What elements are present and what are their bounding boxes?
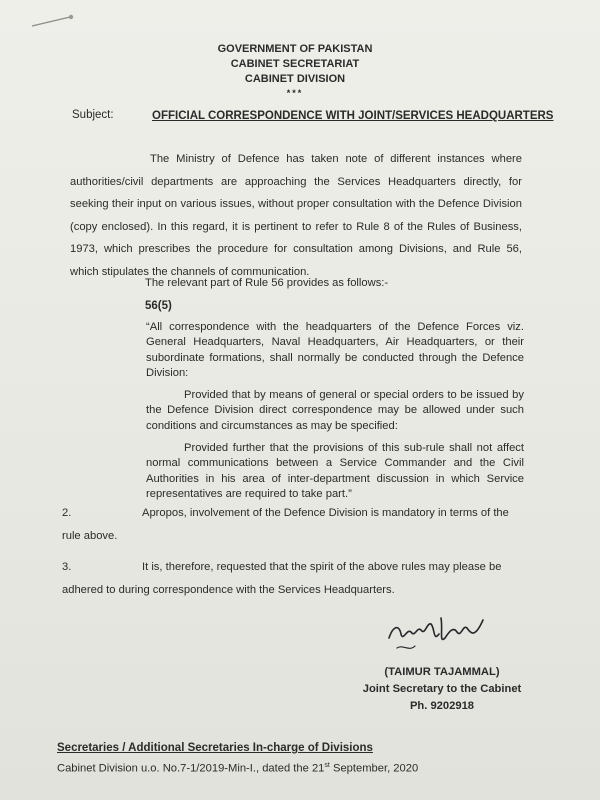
rule-number: 56(5) (145, 300, 172, 312)
reference-prefix: Cabinet Division u.o. No.7-1/2019-Min-I., dated the 21 (57, 762, 325, 775)
rule-quote (146, 320, 524, 509)
paragraph-3-line-2: adhered to during correspondence with the Services Headquarters. (62, 584, 395, 596)
header-secretariat: CABINET SECRETARIAT (230, 58, 360, 70)
paragraph-1: The Ministry of Defence has taken note of different instances where authorities/civil departments are approaching the Services Headquarters directly, for seeking their input on various issues, without proper consultation with the Defence Division (copy enclosed). In this regard, it is pertinent to refer to Rule 8 of the Rules of Business, 1973, which prescribes the procedure for consultation among Divisions, and Rule 56, which stipulates the channels of communication. (70, 153, 522, 278)
paragraph-2-number: 2. (62, 507, 72, 519)
paragraph-3-number: 3. (62, 561, 72, 573)
header-government: GOVERNMENT OF PAKISTAN (217, 43, 373, 55)
reference-suffix: September, 2020 (329, 762, 419, 775)
paragraph-3-line-1: It is, therefore, requested that the spirit of the above rules may please be (142, 561, 502, 573)
quote-paragraph-2: Provided that by means of general or special orders to be issued by the Defence Division direct correspondence may be allowed under such conditions and circumstances as may be specified: (146, 389, 524, 432)
handwritten-signature (383, 608, 493, 656)
header-division: CABINET DIVISION (244, 73, 346, 85)
addressee-line: Secretaries / Additional Secretaries In-charge of Divisions (57, 742, 373, 754)
reference-ordinal: st (324, 762, 330, 769)
reference-line (57, 762, 418, 775)
quote-paragraph-1: “All correspondence with the headquarters of the Defence Forces viz. General Headquarters, Naval Headquarters, Air Headquarters, or their subordinate formations, shall normally be conducted through the Defence Division: (146, 321, 524, 379)
signatory-name: (TAIMUR TAJAMMAL) (384, 666, 500, 678)
header-stars: *** (286, 88, 304, 98)
paragraph-2-line-1: Apropos, involvement of the Defence Division is mandatory in terms of the (142, 507, 509, 519)
signatory-title: Joint Secretary to the Cabinet (362, 683, 522, 695)
signatory-phone: Ph. 9202918 (409, 700, 475, 712)
relevant-part-intro: The relevant part of Rule 56 provides as follows:- (145, 277, 389, 289)
paragraph-2-line-2: rule above. (62, 530, 118, 542)
subject-title: OFFICIAL CORRESPONDENCE WITH JOINT/SERVICES HEADQUARTERS (152, 110, 554, 122)
quote-paragraph-3: Provided further that the provisions of this sub-rule shall not affect normal communications between a Service Commander and the Civil Authorities in his area of inter-department discussion in which Service representatives are required to take part.” (146, 442, 524, 500)
staple-pin-icon (30, 14, 76, 28)
subject-label: Subject: (72, 109, 114, 121)
